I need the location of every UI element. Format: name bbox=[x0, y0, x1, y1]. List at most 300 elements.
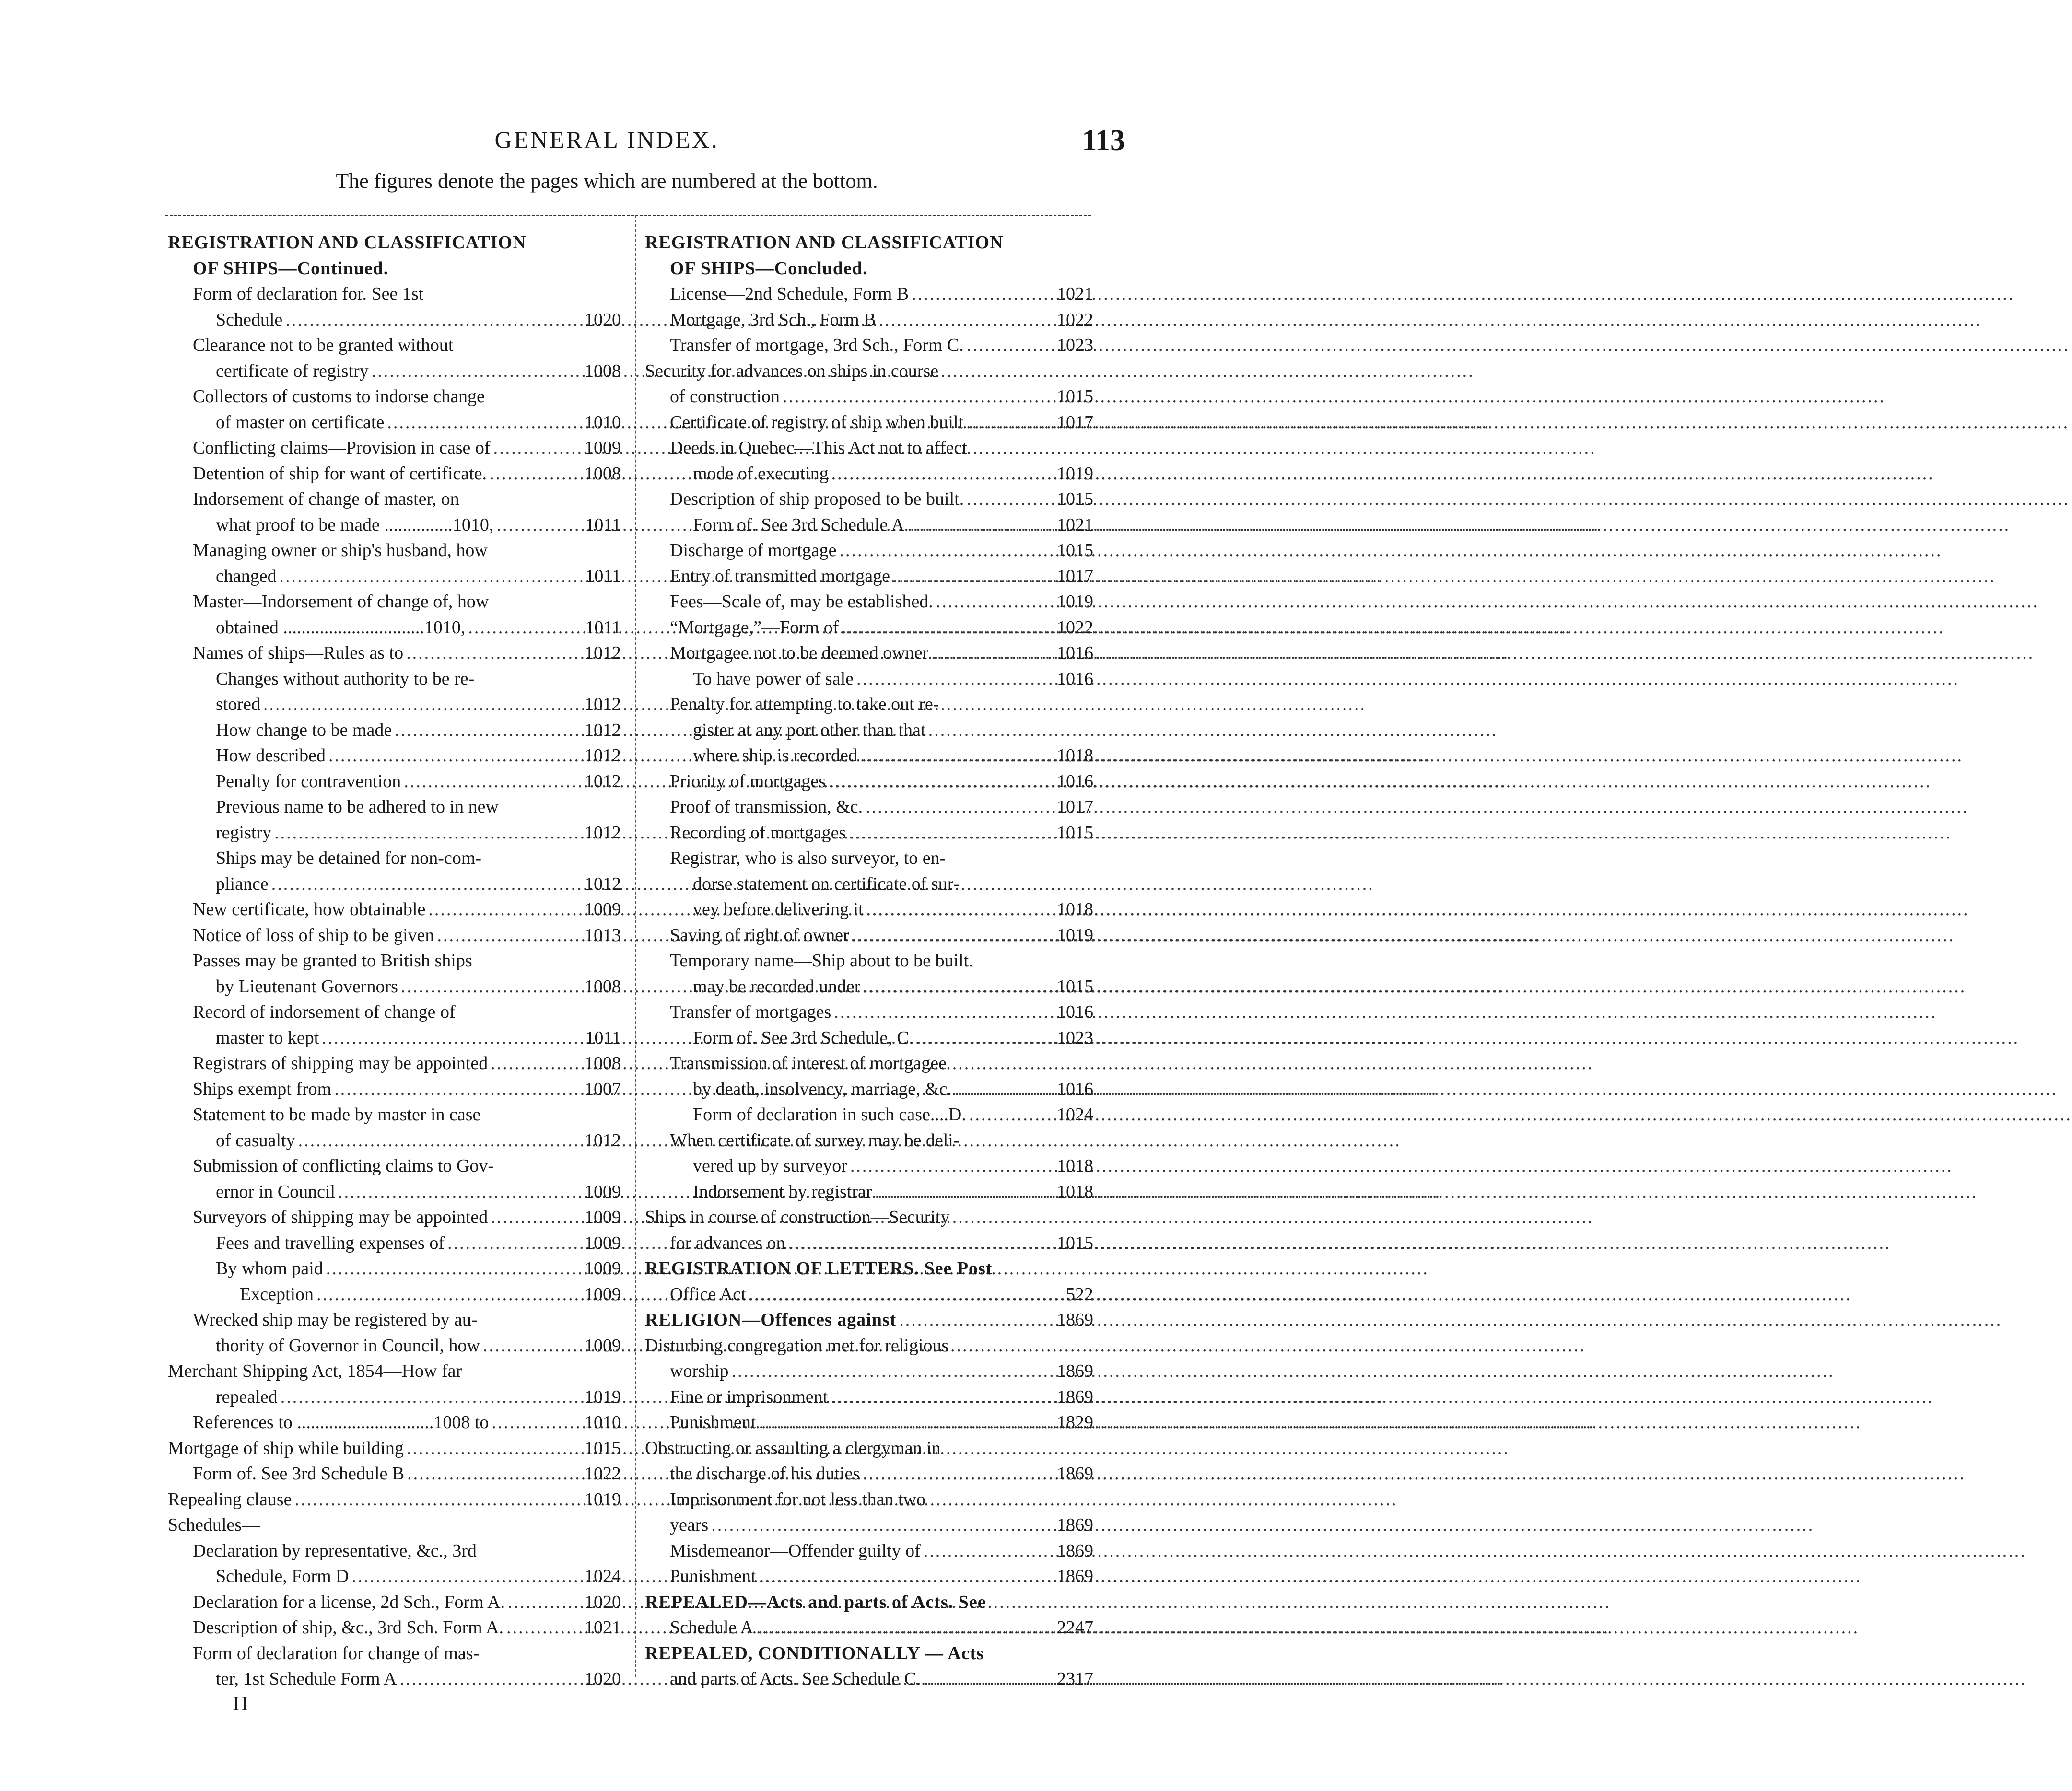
dot-leader bbox=[759, 1410, 1047, 1436]
index-entry bbox=[645, 692, 1093, 718]
index-entry bbox=[168, 1564, 621, 1590]
index-entry bbox=[168, 1436, 621, 1462]
dot-leader bbox=[316, 1282, 575, 1308]
entry-text: Schedule bbox=[216, 309, 283, 330]
entry-text: certificate of registry bbox=[216, 361, 369, 381]
dot-leader bbox=[295, 1487, 575, 1513]
entry-text: Form of declaration for change of mas- bbox=[193, 1643, 480, 1663]
dot-leader bbox=[829, 769, 1047, 795]
index-entry bbox=[168, 820, 621, 846]
dot-leader bbox=[437, 923, 575, 949]
entry-text: Fees—Scale of, may be established. bbox=[670, 592, 933, 612]
page-ref: 1008 bbox=[585, 1053, 621, 1073]
index-column-left bbox=[168, 230, 621, 1692]
index-entry bbox=[645, 820, 1093, 846]
entry-text: Registrar, who is also surveyor, to en- bbox=[670, 848, 946, 868]
index-entry bbox=[168, 256, 621, 282]
index-entry bbox=[168, 666, 621, 692]
index-entry bbox=[645, 487, 1093, 512]
page-ref: 1869 bbox=[1057, 1310, 1093, 1330]
index-entry bbox=[168, 1153, 621, 1179]
entry-text: Repealing clause bbox=[168, 1489, 292, 1510]
page-ref: 1010 bbox=[585, 412, 621, 432]
dot-leader bbox=[931, 640, 1047, 666]
entry-text: Priority of mortgages bbox=[670, 771, 826, 791]
page-ref: 1869 bbox=[1057, 1540, 1093, 1561]
dot-leader bbox=[407, 1436, 575, 1462]
entry-text: OF SHIPS—Continued. bbox=[193, 258, 389, 279]
dot-leader bbox=[387, 410, 575, 436]
page-ref: 1869 bbox=[1057, 1361, 1093, 1381]
index-entry bbox=[168, 1615, 621, 1641]
page-ref: 2247 bbox=[1057, 1617, 1093, 1638]
index-entry bbox=[168, 1128, 621, 1154]
entry-text: Record of indorsement of change of bbox=[193, 1002, 456, 1022]
page-ref: 1022 bbox=[1057, 309, 1093, 330]
page-ref: 1022 bbox=[585, 1464, 621, 1484]
page-ref: 1012 bbox=[585, 643, 621, 663]
entry-text: of master on certificate bbox=[216, 412, 385, 432]
page-ref: 1015 bbox=[1057, 386, 1093, 407]
dot-leader bbox=[468, 615, 575, 641]
page-ref: 1017 bbox=[1057, 566, 1093, 586]
entry-text: gister at any port other than that bbox=[693, 720, 926, 740]
dot-leader bbox=[788, 1231, 1047, 1256]
index-entry bbox=[645, 359, 1093, 384]
index-entry bbox=[645, 333, 1093, 359]
index-entry bbox=[645, 1231, 1093, 1256]
dot-leader bbox=[334, 1077, 575, 1103]
index-entry bbox=[168, 1666, 621, 1692]
index-entry bbox=[645, 461, 1093, 487]
dot-leader bbox=[493, 435, 575, 461]
entry-text: OF SHIPS—Concluded. bbox=[670, 258, 868, 279]
page-ref: 1869 bbox=[1057, 1464, 1093, 1484]
index-entry bbox=[168, 1256, 621, 1282]
dot-leader bbox=[879, 307, 1047, 333]
dot-leader bbox=[404, 769, 575, 795]
entry-text: obtained ...............................1010, bbox=[216, 617, 466, 638]
index-entry bbox=[645, 794, 1093, 820]
dot-leader bbox=[969, 1102, 1047, 1128]
index-entry bbox=[645, 281, 1093, 307]
entry-text: Submission of conflicting claims to Gov- bbox=[193, 1156, 494, 1176]
entry-text: Certificate of registry of ship when built bbox=[670, 412, 964, 432]
entry-text: Form of declaration in such case....D. bbox=[693, 1105, 966, 1125]
entry-text: Mortgage, 3rd Sch., Form B bbox=[670, 309, 876, 330]
page-ref: 1017 bbox=[1057, 412, 1093, 432]
index-entry bbox=[168, 410, 621, 436]
dot-leader bbox=[298, 1128, 575, 1154]
entry-text: Form of declaration for. See 1st bbox=[193, 284, 424, 304]
index-entry bbox=[168, 384, 621, 410]
index-entry bbox=[645, 769, 1093, 795]
page-ref: 1015 bbox=[1057, 976, 1093, 997]
entry-text: Imprisonment for not less than two bbox=[670, 1489, 925, 1510]
entry-text: Proof of transmission, &c. bbox=[670, 797, 863, 817]
index-entry bbox=[168, 769, 621, 795]
entry-text: Schedule A bbox=[670, 1617, 754, 1638]
entry-text: Surveyors of shipping may be appointed bbox=[193, 1207, 488, 1227]
dot-leader bbox=[322, 1025, 575, 1051]
entry-text: RELIGION—Offences against bbox=[645, 1310, 897, 1330]
page-ref: 1011 bbox=[585, 1027, 621, 1048]
entry-text: Collectors of customs to indorse change bbox=[193, 386, 485, 407]
index-entry bbox=[645, 1179, 1093, 1205]
entry-text: New certificate, how obtainable bbox=[193, 899, 426, 919]
index-entry bbox=[168, 948, 621, 974]
index-entry bbox=[645, 640, 1093, 666]
entry-text: of construction bbox=[670, 386, 780, 407]
page-ref: 1019 bbox=[585, 1386, 621, 1407]
index-entry bbox=[168, 692, 621, 718]
dot-leader bbox=[783, 384, 1047, 410]
index-entry bbox=[168, 1102, 621, 1128]
entry-text: years bbox=[670, 1515, 709, 1535]
entry-text: the discharge of his duties bbox=[670, 1464, 860, 1484]
entry-text: License—2nd Schedule, Form B bbox=[670, 284, 909, 304]
dot-leader bbox=[860, 743, 1047, 769]
index-entry bbox=[168, 1051, 621, 1077]
index-entry bbox=[645, 1153, 1093, 1179]
page-ref: 1015 bbox=[1057, 540, 1093, 560]
entry-text: Changes without authority to be re- bbox=[216, 668, 475, 689]
dot-leader bbox=[407, 1461, 575, 1487]
page-ref: 1011 bbox=[585, 617, 621, 638]
dot-leader bbox=[916, 1025, 1047, 1051]
index-entry bbox=[645, 1615, 1093, 1641]
entry-text: To have power of sale bbox=[693, 668, 854, 689]
entry-text: Mortgagee not to be deemed owner bbox=[670, 643, 929, 663]
index-entry bbox=[645, 384, 1093, 410]
entry-text: When certificate of survey may be deli- bbox=[670, 1130, 960, 1151]
index-entry bbox=[645, 589, 1093, 615]
index-entry bbox=[168, 743, 621, 769]
dot-leader bbox=[326, 1256, 575, 1282]
page-ref: 1016 bbox=[1057, 771, 1093, 791]
index-entry bbox=[168, 794, 621, 820]
entry-text: stored bbox=[216, 694, 260, 714]
page-ref: 2317 bbox=[1057, 1669, 1093, 1689]
entry-text: and parts of Acts. See Schedule C. bbox=[670, 1669, 921, 1689]
index-entry bbox=[645, 718, 1093, 744]
index-entry bbox=[645, 1000, 1093, 1025]
index-entry bbox=[645, 743, 1093, 769]
dot-leader bbox=[483, 1333, 575, 1359]
index-entry bbox=[645, 1051, 1093, 1077]
dot-leader bbox=[328, 743, 575, 769]
index-entry bbox=[645, 1538, 1093, 1564]
signature-mark: II bbox=[233, 1693, 250, 1715]
page-ref: 1008 bbox=[585, 361, 621, 381]
index-entry bbox=[645, 1436, 1093, 1462]
entry-text: Punishment bbox=[670, 1566, 756, 1586]
entry-text: Detention of ship for want of certificate. bbox=[193, 463, 487, 484]
page-ref: 1829 bbox=[1057, 1412, 1093, 1432]
dot-leader bbox=[907, 512, 1047, 538]
entry-text: Saving of right of owner bbox=[670, 925, 849, 945]
dot-leader bbox=[831, 461, 1047, 487]
dot-leader bbox=[936, 589, 1047, 615]
entry-text: Declaration for a license, 2d Sch., Form A. bbox=[193, 1592, 505, 1612]
entry-text: Declaration by representative, &c., 3rd bbox=[193, 1540, 477, 1561]
dot-leader bbox=[447, 1231, 575, 1256]
page-ref: 1008 bbox=[585, 463, 621, 484]
page-ref: 1012 bbox=[585, 822, 621, 843]
dot-leader bbox=[866, 794, 1047, 820]
index-entry bbox=[168, 1179, 621, 1205]
dot-leader bbox=[856, 666, 1047, 692]
page-ref: 1021 bbox=[1057, 284, 1093, 304]
index-entry bbox=[645, 1666, 1093, 1692]
dot-leader bbox=[372, 359, 575, 384]
index-entry bbox=[168, 1410, 621, 1436]
page-ref: 1019 bbox=[1057, 925, 1093, 945]
index-entry bbox=[645, 538, 1093, 564]
dot-leader bbox=[955, 1077, 1047, 1103]
page-ref: 1020 bbox=[585, 1669, 621, 1689]
dot-leader bbox=[508, 1590, 575, 1616]
entry-text: “Mortgage,”—Form of bbox=[670, 617, 839, 638]
entry-text: Transmission of interest of mortgagee bbox=[670, 1053, 947, 1073]
dot-leader bbox=[352, 1564, 575, 1590]
index-entry bbox=[168, 1077, 621, 1103]
index-entry bbox=[168, 1231, 621, 1256]
dot-leader bbox=[893, 564, 1047, 590]
dot-leader bbox=[496, 512, 575, 538]
page-ref: 1018 bbox=[1057, 1181, 1093, 1202]
entry-text: repealed bbox=[216, 1386, 278, 1407]
index-entry bbox=[645, 1102, 1093, 1128]
entry-text: registry bbox=[216, 822, 272, 843]
page-ref: 1023 bbox=[1057, 1027, 1093, 1048]
entry-text: Description of ship proposed to be built. bbox=[670, 489, 964, 509]
index-entry bbox=[168, 1282, 621, 1308]
index-entry bbox=[645, 1077, 1093, 1103]
page-ref: 1869 bbox=[1057, 1515, 1093, 1535]
dot-leader bbox=[274, 820, 575, 846]
index-entry bbox=[645, 1461, 1093, 1487]
dot-leader bbox=[395, 718, 575, 744]
index-entry bbox=[168, 872, 621, 897]
index-entry bbox=[168, 487, 621, 512]
index-entry bbox=[168, 1333, 621, 1359]
dot-leader bbox=[912, 281, 1047, 307]
dot-leader bbox=[506, 1615, 575, 1641]
page-ref: 1011 bbox=[585, 566, 621, 586]
entry-text: Disturbing congregation met for religious bbox=[645, 1335, 949, 1356]
index-entry bbox=[645, 872, 1093, 897]
entry-text: Penalty for contravention bbox=[216, 771, 401, 791]
dot-leader bbox=[756, 1615, 1047, 1641]
index-entry bbox=[645, 948, 1093, 974]
entry-text: Passes may be granted to British ships bbox=[193, 951, 472, 971]
index-entry bbox=[168, 512, 621, 538]
entry-text: Penalty for attempting to take out re- bbox=[670, 694, 939, 714]
dot-leader bbox=[492, 1410, 575, 1436]
entry-text: REGISTRATION AND CLASSIFICATION bbox=[645, 233, 1004, 253]
page-ref: 1022 bbox=[1057, 617, 1093, 638]
index-entry bbox=[168, 1641, 621, 1667]
index-entry bbox=[645, 1128, 1093, 1154]
index-entry bbox=[168, 333, 621, 359]
index-entry bbox=[645, 846, 1093, 872]
index-entry bbox=[645, 435, 1093, 461]
page-number: 113 bbox=[1082, 124, 1125, 157]
index-entry bbox=[168, 1000, 621, 1025]
entry-text: Ships may be detained for non-com- bbox=[216, 848, 482, 868]
index-entry bbox=[168, 1307, 621, 1333]
index-entry bbox=[645, 410, 1093, 436]
index-entry bbox=[168, 718, 621, 744]
dot-leader bbox=[966, 410, 1047, 436]
dot-leader bbox=[406, 640, 575, 666]
page-ref: 1016 bbox=[1057, 1002, 1093, 1022]
entry-text: Office Act bbox=[670, 1284, 746, 1304]
entry-text: mode of executing bbox=[693, 463, 829, 484]
page-ref: 1020 bbox=[585, 1592, 621, 1612]
index-entry bbox=[168, 461, 621, 487]
page-ref: 1012 bbox=[585, 1130, 621, 1151]
dot-leader bbox=[852, 923, 1047, 949]
page-ref: 1015 bbox=[585, 1438, 621, 1458]
entry-text: Ships exempt from bbox=[193, 1079, 332, 1099]
dot-leader bbox=[831, 1384, 1047, 1410]
dot-leader bbox=[924, 1538, 1047, 1564]
page-ref: 1018 bbox=[1057, 1156, 1093, 1176]
index-entry bbox=[168, 897, 621, 923]
entry-text: Schedules— bbox=[168, 1515, 260, 1535]
entry-text: Form of. See 3rd Schedule A bbox=[693, 514, 905, 535]
page-subtitle: The figures denote the pages which are numbered at the bottom. bbox=[336, 169, 878, 193]
entry-text: Obstructing or assaulting a clergyman in bbox=[645, 1438, 941, 1458]
index-entry bbox=[168, 564, 621, 590]
page-ref: 1009 bbox=[585, 899, 621, 919]
index-entry bbox=[645, 1205, 1093, 1231]
index-entry bbox=[645, 1282, 1093, 1308]
index-entry bbox=[168, 589, 621, 615]
dot-leader bbox=[967, 333, 1047, 359]
page-ref: 1016 bbox=[1057, 1079, 1093, 1099]
index-entry bbox=[645, 923, 1093, 949]
entry-text: Conflicting claims—Provision in case of bbox=[193, 438, 491, 458]
dot-leader bbox=[899, 1307, 1047, 1333]
entry-text: Description of ship, &c., 3rd Sch. Form A. bbox=[193, 1617, 504, 1638]
page-ref: 1021 bbox=[585, 1617, 621, 1638]
dot-leader bbox=[491, 1205, 575, 1231]
dot-leader bbox=[850, 1153, 1047, 1179]
page-ref: 1020 bbox=[585, 309, 621, 330]
dot-leader bbox=[271, 872, 575, 897]
entry-text: dorse statement on certificate of sur- bbox=[693, 873, 960, 894]
page-ref: 1010 bbox=[585, 1412, 621, 1432]
dot-leader bbox=[842, 615, 1047, 641]
entry-text: By whom paid bbox=[216, 1258, 323, 1279]
entry-text: Indorsement of change of master, on bbox=[193, 489, 459, 509]
entry-text: Fine or imprisonment bbox=[670, 1386, 828, 1407]
entry-text: Transfer of mortgages bbox=[670, 1002, 831, 1022]
dot-leader bbox=[338, 1179, 575, 1205]
entry-text: Previous name to be adhered to in new bbox=[216, 797, 499, 817]
dot-leader bbox=[863, 1461, 1047, 1487]
entry-text: where ship is recorded bbox=[693, 745, 857, 766]
entry-text: Entry of transmitted mortgage bbox=[670, 566, 890, 586]
page-ref: 1019 bbox=[1057, 592, 1093, 612]
index-entry bbox=[168, 307, 621, 333]
entry-text: Registrars of shipping may be appointed bbox=[193, 1053, 488, 1073]
index-entry bbox=[645, 564, 1093, 590]
entry-text: changed bbox=[216, 566, 277, 586]
dot-leader bbox=[399, 1666, 575, 1692]
index-entry bbox=[168, 640, 621, 666]
entry-text: Ships in course of construction—Security bbox=[645, 1207, 950, 1227]
page-ref: 1007 bbox=[585, 1079, 621, 1099]
page-ref: 1869 bbox=[1057, 1566, 1093, 1586]
page-ref: 1024 bbox=[585, 1566, 621, 1586]
index-entry bbox=[168, 359, 621, 384]
entry-text: Temporary name—Ship about to be built. bbox=[670, 951, 973, 971]
page-ref: 1017 bbox=[1057, 797, 1093, 817]
entry-text: Punishment bbox=[670, 1412, 756, 1432]
entry-text: Schedule, Form D bbox=[216, 1566, 349, 1586]
page-ref: 1009 bbox=[585, 438, 621, 458]
page-ref: 1019 bbox=[1057, 463, 1093, 484]
index-entry bbox=[645, 512, 1093, 538]
entry-text: of casualty bbox=[216, 1130, 295, 1151]
entry-text: Form of. See 3rd Schedule B bbox=[193, 1464, 405, 1484]
index-entry bbox=[645, 1256, 1093, 1282]
entry-text: REGISTRATION OF LETTERS. See Post bbox=[645, 1258, 993, 1279]
page-ref: 1012 bbox=[585, 720, 621, 740]
entry-text: Fees and travelling expenses of bbox=[216, 1233, 445, 1253]
page-ref: 1018 bbox=[1057, 899, 1093, 919]
index-entry bbox=[645, 256, 1093, 282]
dot-leader bbox=[759, 1564, 1047, 1590]
dot-leader bbox=[491, 1051, 575, 1077]
index-entry bbox=[645, 1359, 1093, 1384]
entry-text: References to ..............................1008 to bbox=[193, 1412, 489, 1432]
index-entry bbox=[645, 615, 1093, 641]
index-entry bbox=[168, 923, 621, 949]
index-entry bbox=[168, 1590, 621, 1616]
entry-text: Indorsement by registrar bbox=[693, 1181, 872, 1202]
page-ref: 1015 bbox=[1057, 1233, 1093, 1253]
page-ref: 1012 bbox=[585, 694, 621, 714]
page-ref: 1009 bbox=[585, 1284, 621, 1304]
index-entry bbox=[645, 1307, 1093, 1333]
page-ref: 1019 bbox=[585, 1489, 621, 1510]
index-entry bbox=[168, 230, 621, 256]
entry-text: Clearance not to be granted without bbox=[193, 335, 454, 355]
index-entry bbox=[645, 1025, 1093, 1051]
dot-leader bbox=[875, 1179, 1047, 1205]
page-title: GENERAL INDEX. bbox=[494, 126, 719, 153]
page-ref: 1013 bbox=[585, 925, 621, 945]
index-entry bbox=[645, 666, 1093, 692]
entry-text: Wrecked ship may be registered by au- bbox=[193, 1310, 478, 1330]
page-ref: 1012 bbox=[585, 771, 621, 791]
entry-text: Notice of loss of ship to be given bbox=[193, 925, 434, 945]
entry-text: may be recorded under bbox=[693, 976, 861, 997]
entry-text: Recording of mortgages bbox=[670, 822, 846, 843]
index-column-right bbox=[645, 230, 1093, 1692]
dot-leader bbox=[840, 538, 1047, 564]
page-ref: 1023 bbox=[1057, 335, 1093, 355]
dot-leader bbox=[834, 1000, 1047, 1025]
page-ref: 1009 bbox=[585, 1207, 621, 1227]
entry-text: Misdemeanor—Offender guilty of bbox=[670, 1540, 921, 1561]
index-entry bbox=[645, 1641, 1093, 1667]
